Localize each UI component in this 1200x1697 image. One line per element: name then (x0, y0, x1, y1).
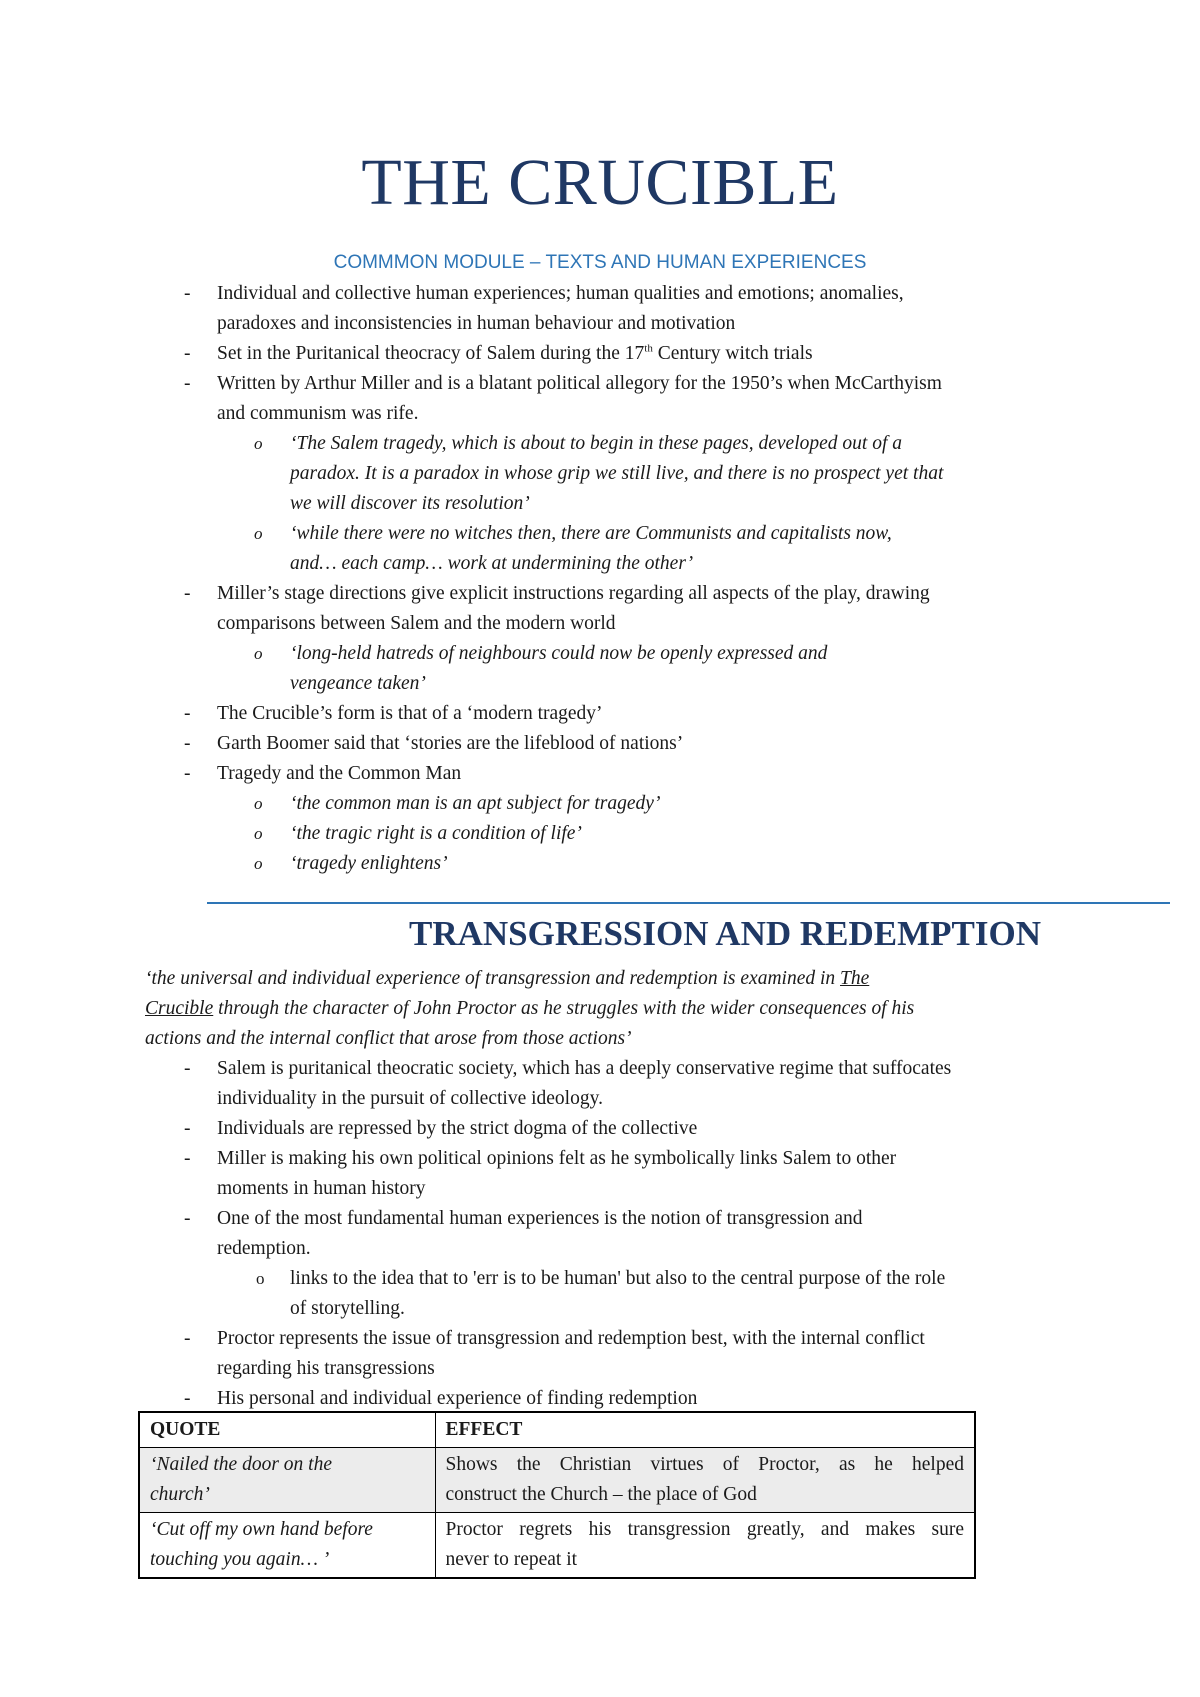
sub-bullet-marker: o (254, 794, 263, 813)
page-title: THE CRUCIBLE (361, 146, 839, 219)
intro-text: Crucible through the character of John Proctor as he struggles with the wider consequences of his (145, 998, 915, 1019)
dash-marker: - (184, 1328, 191, 1349)
bullet-text: Salem is puritanical theocratic society, which has a deeply conservative regime that suffocates (217, 1058, 952, 1079)
bullet-text: moments in human history (217, 1178, 426, 1199)
quote-text: and… each camp… work at undermining the other’ (290, 553, 694, 574)
bullet-text: His personal and individual experience of finding redemption (217, 1388, 698, 1409)
bullet-text: Miller’s stage directions give explicit instructions regarding all aspects of the play, drawing (217, 583, 930, 604)
sub-bullet-marker: o (254, 824, 263, 843)
dash-marker: - (184, 733, 191, 754)
sub-bullet-marker: o (254, 434, 263, 453)
sub-bullet-marker: o (254, 524, 263, 543)
dash-marker: - (184, 703, 191, 724)
page-subtitle: COMMMON MODULE – TEXTS AND HUMAN EXPERIENCES (333, 252, 867, 273)
sub-bullet-marker: o (254, 854, 263, 873)
bullet-text: Proctor represents the issue of transgression and redemption best, with the internal conflict (217, 1328, 925, 1349)
quote-text: ‘The Salem tragedy, which is about to begin in these pages, developed out of a (290, 433, 902, 454)
quote-text: ‘long-held hatreds of neighbours could now be openly expressed and (290, 643, 828, 664)
intro-text: actions and the internal conflict that arose from those actions’ (145, 1028, 632, 1049)
bullet-text: Individual and collective human experiences; human qualities and emotions; anomalies, (217, 283, 904, 304)
table-header-effect: EFFECT (435, 1412, 975, 1448)
bullet-text: paradoxes and inconsistencies in human behaviour and motivation (217, 313, 736, 334)
section-heading: TRANSGRESSION AND REDEMPTION (408, 914, 1042, 953)
quote-text: ‘tragedy enlightens’ (290, 853, 448, 874)
section-divider (207, 902, 1170, 904)
bullet-text: redemption. (217, 1238, 311, 1259)
dash-marker: - (184, 373, 191, 394)
quote-cell: ‘Cut off my own hand before touching you again… ’ (139, 1513, 435, 1579)
quote-text: we will discover its resolution’ (290, 493, 530, 514)
table-header-quote: QUOTE (139, 1412, 435, 1448)
effect-cell: Proctor regrets his transgression greatly, and makes sure never to repeat it (435, 1513, 975, 1579)
dash-marker: - (184, 343, 191, 364)
bullet-text: regarding his transgressions (217, 1358, 435, 1379)
dash-marker: - (184, 1148, 191, 1169)
sub-bullet-text: links to the idea that to 'err is to be human' but also to the central purpose of the role (290, 1268, 946, 1289)
sub-bullet-text: of storytelling. (290, 1298, 405, 1319)
bullet-text: Individuals are repressed by the strict dogma of the collective (217, 1118, 698, 1139)
table-row (139, 1513, 975, 1579)
dash-marker: - (184, 583, 191, 604)
quote-text: vengeance taken’ (290, 673, 426, 694)
quote-text: ‘the tragic right is a condition of life’ (290, 823, 582, 844)
bullet-text: The Crucible’s form is that of a ‘modern tragedy’ (217, 703, 603, 724)
sub-bullet-marker: o (254, 644, 263, 663)
quote-text: ‘while there were no witches then, there are Communists and capitalists now, (290, 523, 892, 544)
dash-marker: - (184, 763, 191, 784)
effect-cell: Shows the Christian virtues of Proctor, as he helped construct the Church – the place of God (435, 1448, 975, 1513)
bullet-text: and communism was rife. (217, 403, 419, 424)
quote-effect-table (138, 1411, 976, 1579)
sub-bullet-marker: o (256, 1269, 265, 1288)
quote-text: paradox. It is a paradox in whose grip we still live, and there is no prospect yet that (290, 463, 944, 484)
intro-text: ‘the universal and individual experience of transgression and redemption is examined in The (145, 968, 870, 989)
dash-marker: - (184, 283, 191, 304)
dash-marker: - (184, 1058, 191, 1079)
dash-marker: - (184, 1208, 191, 1229)
bullet-text: comparisons between Salem and the modern world (217, 613, 616, 634)
bullet-text: Tragedy and the Common Man (217, 763, 462, 784)
dash-marker: - (184, 1118, 191, 1139)
quote-text: ‘the common man is an apt subject for tragedy’ (290, 793, 661, 814)
dash-marker: - (184, 1388, 191, 1409)
bullet-text: Written by Arthur Miller and is a blatant political allegory for the 1950’s when McCarthyism (217, 373, 942, 394)
bullet-text: Set in the Puritanical theocracy of Salem during the 17th Century witch trials (217, 342, 813, 364)
quote-cell: ‘Nailed the door on the church’ (139, 1448, 435, 1513)
bullet-text: Garth Boomer said that ‘stories are the lifeblood of nations’ (217, 733, 684, 754)
bullet-text: individuality in the pursuit of collective ideology. (217, 1088, 603, 1109)
table-header-row (139, 1412, 975, 1448)
table-row (139, 1448, 975, 1513)
bullet-text: One of the most fundamental human experiences is the notion of transgression and (217, 1208, 863, 1229)
bullet-text: Miller is making his own political opinions felt as he symbolically links Salem to other (217, 1148, 897, 1169)
